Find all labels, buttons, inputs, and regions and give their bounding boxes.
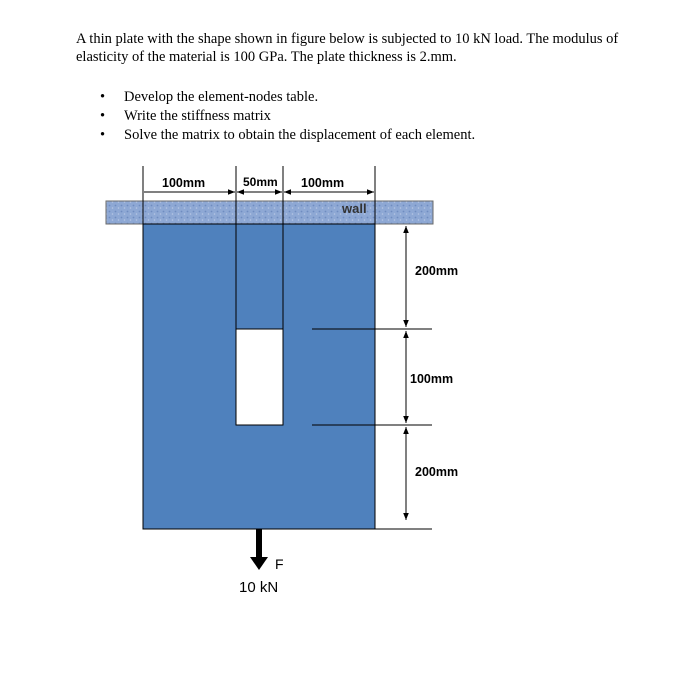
load-arrow-shaft <box>256 529 262 559</box>
dim-label-upper: 200mm <box>415 264 459 278</box>
bullet: • <box>100 108 106 124</box>
problem-text: A thin plate with the shape shown in figure below is subjected to 10 kN load. The modulus of elasticity of the material is 100 GPa. The plate thickness is 2.mm. <box>76 31 619 65</box>
hole <box>236 329 283 425</box>
slot <box>236 224 283 329</box>
load-label: 10 kN <box>239 579 279 596</box>
force-label: F <box>275 556 284 572</box>
dim-label-mid: 100mm <box>410 372 454 386</box>
load-arrow-head <box>250 557 268 570</box>
bullet: • <box>100 127 106 143</box>
task-text: Write the stiffness matrix <box>124 108 271 124</box>
dim-label-middle: 50mm <box>243 175 278 189</box>
dim-label-lower: 200mm <box>415 465 459 479</box>
task-text: Develop the element-nodes table. <box>124 89 319 105</box>
bullet: • <box>100 89 106 105</box>
dim-label-left: 100mm <box>162 176 206 190</box>
wall-label: wall <box>342 201 367 216</box>
wall <box>106 201 433 224</box>
dim-label-right: 100mm <box>301 176 345 190</box>
task-text: Solve the matrix to obtain the displacement of each element. <box>124 127 476 143</box>
